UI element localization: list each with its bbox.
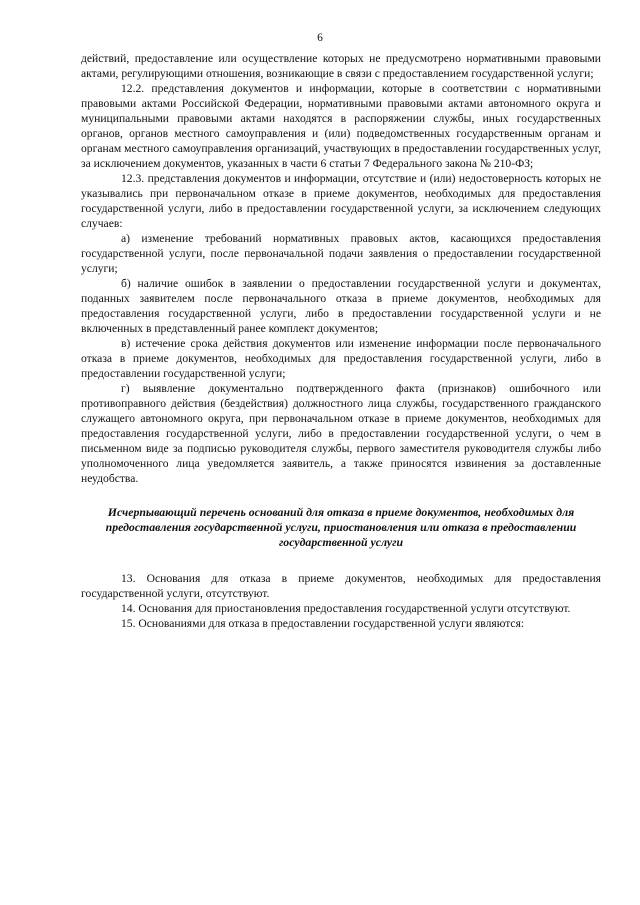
paragraph-12-2: 12.2. представления документов и информации, которые в соответствии с нормативными правовыми актами Российской Федерации, нормативными правовыми актами автономного округа и муниципальными правовыми актами находятся в распоряжении службы, иных государственных органов, органов местного самоуправления и (или) подведомственных государственным органам и органам местного самоуправления организаций, участвующих в предоставлении государственных услуг, за исключением документов, указанных в части 6 статьи 7 Федерального закона № 210-ФЗ; bbox=[81, 82, 601, 170]
document-body bbox=[81, 51, 601, 631]
paragraph-13: 13. Основания для отказа в приеме документов, необходимых для предоставления государственной услуги, отсутствуют. bbox=[81, 572, 601, 600]
paragraph-12-3: 12.3. представления документов и информации, отсутствие и (или) недостоверность которых не указывались при первоначальном отказе в приеме документов, необходимых для предоставления государственной услуги, либо в предоставлении государственной услуги, за исключением следующих случаев: bbox=[81, 172, 601, 230]
section-heading: Исчерпывающий перечень оснований для отказа в приеме документов, необходимых для предоставления государственной услуги, приостановления или отказа в предоставлении государственной услуги bbox=[105, 505, 577, 549]
paragraph-item-v: в) истечение срока действия документов или изменение информации после первоначального отказа в приеме документов, необходимых для предоставления государственной услуги, либо в предоставлении государственной услуги; bbox=[81, 337, 601, 380]
paragraph-item-a: а) изменение требований нормативных правовых актов, касающихся предоставления государственной услуги, после первоначальной подачи заявления о предоставлении государственной услуги; bbox=[81, 232, 601, 275]
paragraph-14: 14. Основания для приостановления предоставления государственной услуги отсутствуют. bbox=[121, 602, 571, 615]
paragraph-item-b: б) наличие ошибок в заявлении о предоставлении государственной услуги и документах, поданных заявителем после первоначального отказа в приеме документов, необходимых для предоставления государственной услуги, либо в предоставлении государственной услуги и не включенных в представленный ранее комплект документов; bbox=[81, 277, 601, 335]
paragraph-item-g: г) выявление документально подтвержденного факта (признаков) ошибочного или противоправного действия (бездействия) должностного лица службы, государственного гражданского служащего автономного округа, при первоначальном отказе в приеме документов, необходимых для предоставления государственной услуги, либо в предоставлении государственной услуги, о чем в письменном виде за подписью руководителя службы, первого заместителя руководителя службы либо уполномоченного лица уведомляется заявитель, а также приносятся извинения за доставленные неудобства. bbox=[81, 382, 601, 485]
paragraph-continuation: действий, предоставление или осуществление которых не предусмотрено нормативными правовыми актами, регулирующими отношения, возникающие в связи с предоставлением государственной услуги; bbox=[81, 52, 601, 80]
page-number: 6 bbox=[317, 32, 323, 44]
paragraph-15: 15. Основаниями для отказа в предоставлении государственной услуги являются: bbox=[121, 617, 525, 630]
